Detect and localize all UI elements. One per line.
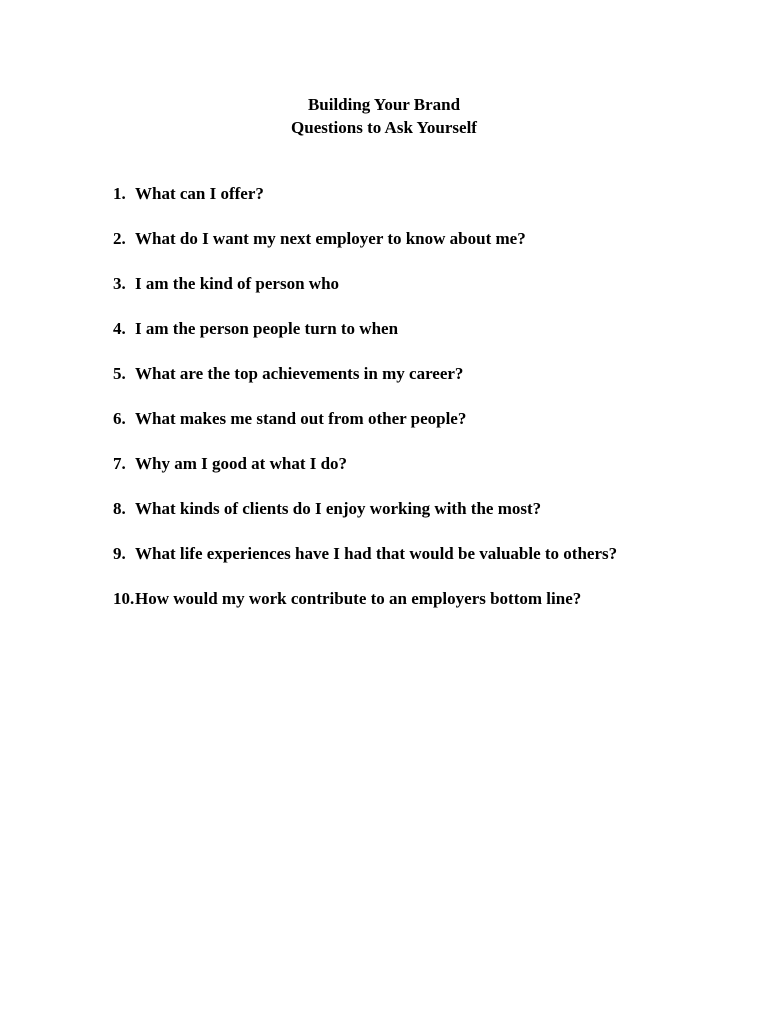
question-text: How would my work contribute to an employers bottom line? — [135, 589, 582, 608]
question-item — [113, 452, 617, 497]
question-item — [113, 182, 617, 227]
title-block — [0, 93, 768, 139]
question-text: What makes me stand out from other people? — [135, 409, 467, 428]
question-number: 9. — [113, 544, 126, 563]
question-text: I am the person people turn to when — [135, 319, 399, 338]
question-item — [113, 362, 617, 407]
question-text: Why am I good at what I do? — [135, 454, 348, 473]
question-item — [113, 587, 617, 632]
question-item — [113, 407, 617, 452]
question-number: 1. — [113, 184, 126, 203]
question-item — [113, 272, 617, 317]
question-number: 5. — [113, 364, 126, 383]
question-text: What do I want my next employer to know about me? — [135, 229, 526, 248]
question-number: 8. — [113, 499, 126, 518]
question-number: 7. — [113, 454, 126, 473]
question-text: What can I offer? — [135, 184, 264, 203]
document-title: Building Your Brand — [307, 95, 461, 114]
question-item — [113, 227, 617, 272]
question-number: 2. — [113, 229, 126, 248]
question-number: 6. — [113, 409, 126, 428]
question-number: 4. — [113, 319, 126, 338]
question-number: 10. — [113, 589, 135, 608]
question-item — [113, 317, 617, 362]
question-list — [113, 182, 617, 632]
question-text: I am the kind of person who — [135, 274, 340, 293]
question-number: 3. — [113, 274, 126, 293]
question-item — [113, 497, 617, 542]
document-subtitle: Questions to Ask Yourself — [291, 118, 477, 137]
question-item — [113, 542, 617, 587]
question-text: What are the top achievements in my career? — [135, 364, 464, 383]
question-text: What life experiences have I had that would be valuable to others? — [135, 544, 618, 563]
question-text: What kinds of clients do I enjoy working with the most? — [135, 499, 542, 518]
